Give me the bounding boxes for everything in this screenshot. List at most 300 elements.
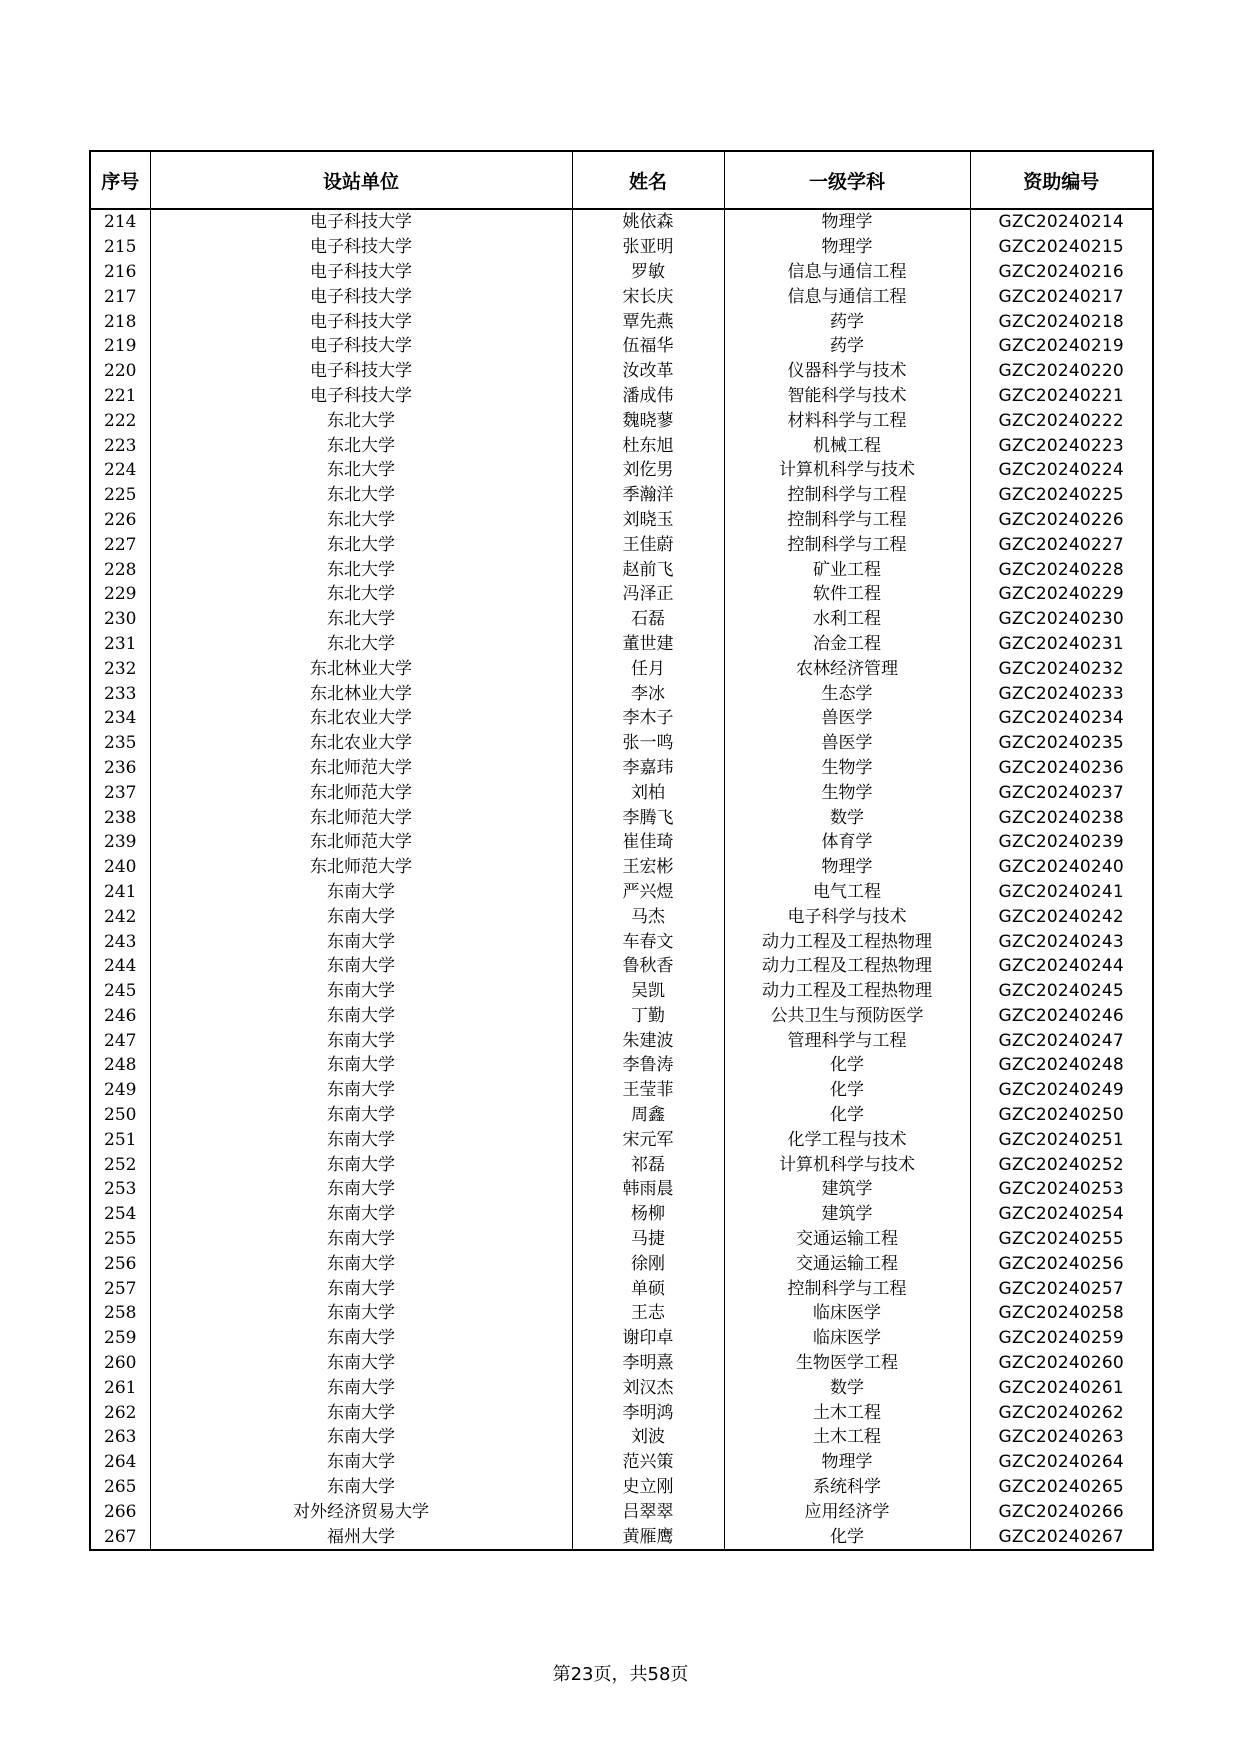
cell-subject: 化学 [724, 1524, 970, 1550]
cell-seq: 233 [90, 681, 150, 706]
cell-subject: 矿业工程 [724, 557, 970, 582]
cell-name: 刘仡男 [572, 458, 724, 483]
cell-unit: 东南大学 [150, 954, 572, 979]
cell-name: 周鑫 [572, 1103, 724, 1128]
table-row [90, 532, 1153, 557]
header-code: 资助编号 [970, 151, 1153, 209]
cell-code: GZC20240216 [970, 260, 1153, 285]
cell-seq: 230 [90, 607, 150, 632]
cell-code: GZC20240253 [970, 1177, 1153, 1202]
cell-name: 潘成伟 [572, 384, 724, 409]
table-row [90, 1028, 1153, 1053]
cell-code: GZC20240258 [970, 1301, 1153, 1326]
page-footer [0, 1660, 1241, 1686]
cell-seq: 239 [90, 830, 150, 855]
header-name: 姓名 [572, 151, 724, 209]
cell-subject: 药学 [724, 334, 970, 359]
cell-code: GZC20240262 [970, 1400, 1153, 1425]
cell-name: 吴凯 [572, 979, 724, 1004]
cell-seq: 224 [90, 458, 150, 483]
current-page-number: 23 [570, 1664, 594, 1685]
table-row [90, 954, 1153, 979]
cell-subject: 建筑学 [724, 1177, 970, 1202]
cell-subject: 化学工程与技术 [724, 1127, 970, 1152]
cell-unit: 东北农业大学 [150, 731, 572, 756]
cell-subject: 体育学 [724, 830, 970, 855]
cell-subject: 计算机科学与技术 [724, 1152, 970, 1177]
cell-unit: 东南大学 [150, 1177, 572, 1202]
table-row [90, 508, 1153, 533]
table-row [90, 1375, 1153, 1400]
cell-name: 李明鸿 [572, 1400, 724, 1425]
cell-unit: 东北大学 [150, 458, 572, 483]
cell-subject: 水利工程 [724, 607, 970, 632]
cell-subject: 兽医学 [724, 706, 970, 731]
cell-name: 刘晓玉 [572, 508, 724, 533]
cell-name: 杜东旭 [572, 433, 724, 458]
cell-unit: 东北大学 [150, 408, 572, 433]
cell-unit: 东北大学 [150, 532, 572, 557]
cell-seq: 221 [90, 384, 150, 409]
cell-seq: 215 [90, 235, 150, 260]
table-row [90, 780, 1153, 805]
cell-subject: 物理学 [724, 209, 970, 235]
cell-unit: 东南大学 [150, 1475, 572, 1500]
cell-subject: 交通运输工程 [724, 1227, 970, 1252]
cell-code: GZC20240217 [970, 284, 1153, 309]
cell-subject: 兽医学 [724, 731, 970, 756]
cell-name: 黄雁鹰 [572, 1524, 724, 1550]
cell-subject: 信息与通信工程 [724, 284, 970, 309]
table-row [90, 1202, 1153, 1227]
cell-unit: 东北大学 [150, 632, 572, 657]
cell-seq: 225 [90, 483, 150, 508]
cell-unit: 东南大学 [150, 1127, 572, 1152]
cell-unit: 东北农业大学 [150, 706, 572, 731]
cell-name: 董世建 [572, 632, 724, 657]
cell-code: GZC20240266 [970, 1499, 1153, 1524]
cell-name: 王莹菲 [572, 1078, 724, 1103]
cell-seq: 247 [90, 1028, 150, 1053]
cell-name: 罗敏 [572, 260, 724, 285]
cell-unit: 东南大学 [150, 1227, 572, 1252]
cell-seq: 232 [90, 656, 150, 681]
cell-seq: 235 [90, 731, 150, 756]
cell-code: GZC20240263 [970, 1425, 1153, 1450]
cell-name: 鲁秋香 [572, 954, 724, 979]
cell-seq: 227 [90, 532, 150, 557]
cell-seq: 243 [90, 929, 150, 954]
cell-subject: 生物学 [724, 756, 970, 781]
header-seq: 序号 [90, 151, 150, 209]
cell-code: GZC20240255 [970, 1227, 1153, 1252]
table-row [90, 1004, 1153, 1029]
cell-code: GZC20240228 [970, 557, 1153, 582]
cell-seq: 248 [90, 1053, 150, 1078]
cell-unit: 电子科技大学 [150, 334, 572, 359]
table-row [90, 929, 1153, 954]
cell-code: GZC20240237 [970, 780, 1153, 805]
cell-code: GZC20240214 [970, 209, 1153, 235]
cell-unit: 东北林业大学 [150, 656, 572, 681]
cell-subject: 电气工程 [724, 880, 970, 905]
cell-name: 王志 [572, 1301, 724, 1326]
cell-code: GZC20240242 [970, 904, 1153, 929]
cell-seq: 216 [90, 260, 150, 285]
cell-seq: 228 [90, 557, 150, 582]
cell-unit: 电子科技大学 [150, 260, 572, 285]
cell-unit: 东南大学 [150, 1152, 572, 1177]
cell-name: 刘汉杰 [572, 1375, 724, 1400]
cell-subject: 控制科学与工程 [724, 483, 970, 508]
cell-code: GZC20240259 [970, 1326, 1153, 1351]
cell-name: 严兴煜 [572, 880, 724, 905]
total-page-number: 58 [647, 1664, 671, 1685]
cell-seq: 217 [90, 284, 150, 309]
cell-seq: 220 [90, 359, 150, 384]
cell-seq: 222 [90, 408, 150, 433]
cell-name: 马杰 [572, 904, 724, 929]
cell-seq: 245 [90, 979, 150, 1004]
cell-subject: 临床医学 [724, 1326, 970, 1351]
cell-unit: 东南大学 [150, 880, 572, 905]
cell-name: 石磊 [572, 607, 724, 632]
table-row [90, 458, 1153, 483]
cell-code: GZC20240244 [970, 954, 1153, 979]
cell-name: 徐刚 [572, 1251, 724, 1276]
header-subject: 一级学科 [724, 151, 970, 209]
cell-seq: 253 [90, 1177, 150, 1202]
cell-subject: 管理科学与工程 [724, 1028, 970, 1053]
table-row [90, 1400, 1153, 1425]
cell-name: 范兴策 [572, 1450, 724, 1475]
table-row [90, 904, 1153, 929]
cell-code: GZC20240260 [970, 1351, 1153, 1376]
table-row [90, 1227, 1153, 1252]
cell-seq: 267 [90, 1524, 150, 1550]
table-row [90, 284, 1153, 309]
cell-seq: 265 [90, 1475, 150, 1500]
cell-unit: 东南大学 [150, 1375, 572, 1400]
table-row [90, 1127, 1153, 1152]
table-row [90, 1276, 1153, 1301]
cell-subject: 动力工程及工程热物理 [724, 954, 970, 979]
cell-name: 车春文 [572, 929, 724, 954]
cell-unit: 东南大学 [150, 1301, 572, 1326]
table-row [90, 607, 1153, 632]
cell-name: 魏晓蓼 [572, 408, 724, 433]
cell-subject: 信息与通信工程 [724, 260, 970, 285]
fellowship-table [89, 150, 1154, 1551]
cell-subject: 生态学 [724, 681, 970, 706]
cell-code: GZC20240264 [970, 1450, 1153, 1475]
table-row [90, 805, 1153, 830]
cell-seq: 252 [90, 1152, 150, 1177]
table-row [90, 557, 1153, 582]
cell-seq: 266 [90, 1499, 150, 1524]
cell-name: 吕翠翠 [572, 1499, 724, 1524]
cell-name: 姚依森 [572, 209, 724, 235]
cell-unit: 东南大学 [150, 1326, 572, 1351]
cell-code: GZC20240256 [970, 1251, 1153, 1276]
cell-unit: 东北师范大学 [150, 780, 572, 805]
cell-code: GZC20240245 [970, 979, 1153, 1004]
cell-unit: 东南大学 [150, 1351, 572, 1376]
table-row [90, 706, 1153, 731]
table-row [90, 359, 1153, 384]
cell-name: 宋长庆 [572, 284, 724, 309]
table-row [90, 855, 1153, 880]
table-row [90, 433, 1153, 458]
cell-subject: 机械工程 [724, 433, 970, 458]
cell-seq: 260 [90, 1351, 150, 1376]
cell-unit: 东南大学 [150, 1053, 572, 1078]
cell-subject: 数学 [724, 1375, 970, 1400]
cell-subject: 智能科学与技术 [724, 384, 970, 409]
cell-unit: 东南大学 [150, 1276, 572, 1301]
cell-subject: 交通运输工程 [724, 1251, 970, 1276]
cell-subject: 土木工程 [724, 1400, 970, 1425]
cell-code: GZC20240227 [970, 532, 1153, 557]
cell-name: 张一鸣 [572, 731, 724, 756]
cell-name: 伍福华 [572, 334, 724, 359]
cell-seq: 250 [90, 1103, 150, 1128]
cell-name: 单硕 [572, 1276, 724, 1301]
cell-name: 李腾飞 [572, 805, 724, 830]
table-row [90, 1152, 1153, 1177]
header-unit: 设站单位 [150, 151, 572, 209]
cell-name: 史立刚 [572, 1475, 724, 1500]
cell-seq: 234 [90, 706, 150, 731]
cell-code: GZC20240254 [970, 1202, 1153, 1227]
cell-code: GZC20240257 [970, 1276, 1153, 1301]
cell-subject: 动力工程及工程热物理 [724, 979, 970, 1004]
cell-unit: 东北大学 [150, 607, 572, 632]
cell-unit: 电子科技大学 [150, 235, 572, 260]
cell-unit: 东南大学 [150, 1103, 572, 1128]
cell-subject: 电子科学与技术 [724, 904, 970, 929]
cell-subject: 冶金工程 [724, 632, 970, 657]
cell-seq: 240 [90, 855, 150, 880]
cell-unit: 东北大学 [150, 557, 572, 582]
cell-subject: 计算机科学与技术 [724, 458, 970, 483]
footer-prefix: 第 [552, 1664, 571, 1685]
table-row [90, 1078, 1153, 1103]
cell-name: 汝改革 [572, 359, 724, 384]
cell-code: GZC20240236 [970, 756, 1153, 781]
cell-name: 韩雨晨 [572, 1177, 724, 1202]
cell-seq: 263 [90, 1425, 150, 1450]
cell-name: 李嘉玮 [572, 756, 724, 781]
cell-unit: 东北大学 [150, 508, 572, 533]
cell-unit: 东南大学 [150, 1251, 572, 1276]
cell-seq: 255 [90, 1227, 150, 1252]
cell-code: GZC20240220 [970, 359, 1153, 384]
cell-name: 刘柏 [572, 780, 724, 805]
cell-unit: 东北大学 [150, 582, 572, 607]
table-header-row [90, 151, 1153, 209]
cell-code: GZC20240243 [970, 929, 1153, 954]
cell-subject: 控制科学与工程 [724, 508, 970, 533]
cell-unit: 电子科技大学 [150, 309, 572, 334]
table-row [90, 309, 1153, 334]
cell-unit: 电子科技大学 [150, 384, 572, 409]
cell-code: GZC20240261 [970, 1375, 1153, 1400]
cell-unit: 电子科技大学 [150, 359, 572, 384]
table-row [90, 582, 1153, 607]
cell-seq: 226 [90, 508, 150, 533]
cell-code: GZC20240233 [970, 681, 1153, 706]
table-row [90, 1475, 1153, 1500]
cell-subject: 控制科学与工程 [724, 1276, 970, 1301]
cell-subject: 建筑学 [724, 1202, 970, 1227]
cell-name: 覃先燕 [572, 309, 724, 334]
cell-subject: 物理学 [724, 855, 970, 880]
table-body [90, 209, 1153, 1550]
cell-code: GZC20240250 [970, 1103, 1153, 1128]
cell-unit: 东北大学 [150, 483, 572, 508]
cell-subject: 生物医学工程 [724, 1351, 970, 1376]
cell-seq: 251 [90, 1127, 150, 1152]
cell-subject: 药学 [724, 309, 970, 334]
cell-subject: 物理学 [724, 235, 970, 260]
table-row [90, 1251, 1153, 1276]
cell-seq: 264 [90, 1450, 150, 1475]
cell-code: GZC20240267 [970, 1524, 1153, 1550]
table-row [90, 1177, 1153, 1202]
table-row [90, 1301, 1153, 1326]
cell-subject: 化学 [724, 1078, 970, 1103]
cell-name: 杨柳 [572, 1202, 724, 1227]
cell-unit: 东南大学 [150, 929, 572, 954]
cell-subject: 系统科学 [724, 1475, 970, 1500]
cell-subject: 软件工程 [724, 582, 970, 607]
cell-seq: 236 [90, 756, 150, 781]
cell-unit: 东北大学 [150, 433, 572, 458]
cell-seq: 249 [90, 1078, 150, 1103]
cell-unit: 东北师范大学 [150, 830, 572, 855]
cell-unit: 东南大学 [150, 1028, 572, 1053]
table-row [90, 483, 1153, 508]
cell-subject: 土木工程 [724, 1425, 970, 1450]
cell-subject: 化学 [724, 1103, 970, 1128]
cell-name: 王宏彬 [572, 855, 724, 880]
cell-code: GZC20240222 [970, 408, 1153, 433]
cell-name: 季瀚洋 [572, 483, 724, 508]
cell-name: 赵前飞 [572, 557, 724, 582]
cell-subject: 动力工程及工程热物理 [724, 929, 970, 954]
table-row [90, 209, 1153, 235]
cell-code: GZC20240224 [970, 458, 1153, 483]
table-row [90, 681, 1153, 706]
cell-code: GZC20240231 [970, 632, 1153, 657]
footer-suffix: 页 [670, 1664, 689, 1685]
cell-subject: 化学 [724, 1053, 970, 1078]
cell-subject: 控制科学与工程 [724, 532, 970, 557]
cell-code: GZC20240251 [970, 1127, 1153, 1152]
table-row [90, 1103, 1153, 1128]
cell-seq: 262 [90, 1400, 150, 1425]
cell-code: GZC20240232 [970, 656, 1153, 681]
cell-code: GZC20240229 [970, 582, 1153, 607]
table-row [90, 1351, 1153, 1376]
cell-seq: 254 [90, 1202, 150, 1227]
cell-code: GZC20240226 [970, 508, 1153, 533]
cell-code: GZC20240240 [970, 855, 1153, 880]
cell-seq: 246 [90, 1004, 150, 1029]
cell-name: 李冰 [572, 681, 724, 706]
cell-seq: 214 [90, 209, 150, 235]
cell-seq: 219 [90, 334, 150, 359]
cell-code: GZC20240218 [970, 309, 1153, 334]
cell-seq: 238 [90, 805, 150, 830]
cell-seq: 257 [90, 1276, 150, 1301]
cell-name: 丁勤 [572, 1004, 724, 1029]
cell-subject: 材料科学与工程 [724, 408, 970, 433]
cell-unit: 电子科技大学 [150, 209, 572, 235]
cell-name: 李鲁涛 [572, 1053, 724, 1078]
cell-code: GZC20240249 [970, 1078, 1153, 1103]
cell-seq: 258 [90, 1301, 150, 1326]
table-row [90, 260, 1153, 285]
cell-subject: 临床医学 [724, 1301, 970, 1326]
cell-code: GZC20240248 [970, 1053, 1153, 1078]
cell-code: GZC20240239 [970, 830, 1153, 855]
cell-name: 王佳蔚 [572, 532, 724, 557]
cell-unit: 东南大学 [150, 1202, 572, 1227]
table-row [90, 880, 1153, 905]
table-row [90, 1499, 1153, 1524]
cell-seq: 231 [90, 632, 150, 657]
cell-subject: 应用经济学 [724, 1499, 970, 1524]
cell-seq: 218 [90, 309, 150, 334]
cell-unit: 东北师范大学 [150, 756, 572, 781]
cell-name: 任月 [572, 656, 724, 681]
cell-name: 冯泽正 [572, 582, 724, 607]
cell-name: 李明熹 [572, 1351, 724, 1376]
cell-unit: 东北师范大学 [150, 805, 572, 830]
cell-unit: 东南大学 [150, 1004, 572, 1029]
cell-subject: 物理学 [724, 1450, 970, 1475]
cell-code: GZC20240252 [970, 1152, 1153, 1177]
table-row [90, 656, 1153, 681]
table-row [90, 1524, 1153, 1550]
cell-seq: 259 [90, 1326, 150, 1351]
table-row [90, 235, 1153, 260]
cell-code: GZC20240215 [970, 235, 1153, 260]
cell-code: GZC20240246 [970, 1004, 1153, 1029]
table-row [90, 384, 1153, 409]
cell-code: GZC20240221 [970, 384, 1153, 409]
cell-code: GZC20240230 [970, 607, 1153, 632]
cell-subject: 农林经济管理 [724, 656, 970, 681]
cell-subject: 公共卫生与预防医学 [724, 1004, 970, 1029]
table-row [90, 979, 1153, 1004]
cell-unit: 东南大学 [150, 904, 572, 929]
cell-unit: 对外经济贸易大学 [150, 1499, 572, 1524]
cell-subject: 生物学 [724, 780, 970, 805]
cell-name: 朱建波 [572, 1028, 724, 1053]
cell-code: GZC20240241 [970, 880, 1153, 905]
cell-seq: 242 [90, 904, 150, 929]
cell-code: GZC20240223 [970, 433, 1153, 458]
cell-subject: 仪器科学与技术 [724, 359, 970, 384]
table-row [90, 1326, 1153, 1351]
cell-seq: 223 [90, 433, 150, 458]
cell-code: GZC20240247 [970, 1028, 1153, 1053]
cell-name: 李木子 [572, 706, 724, 731]
table-row [90, 632, 1153, 657]
